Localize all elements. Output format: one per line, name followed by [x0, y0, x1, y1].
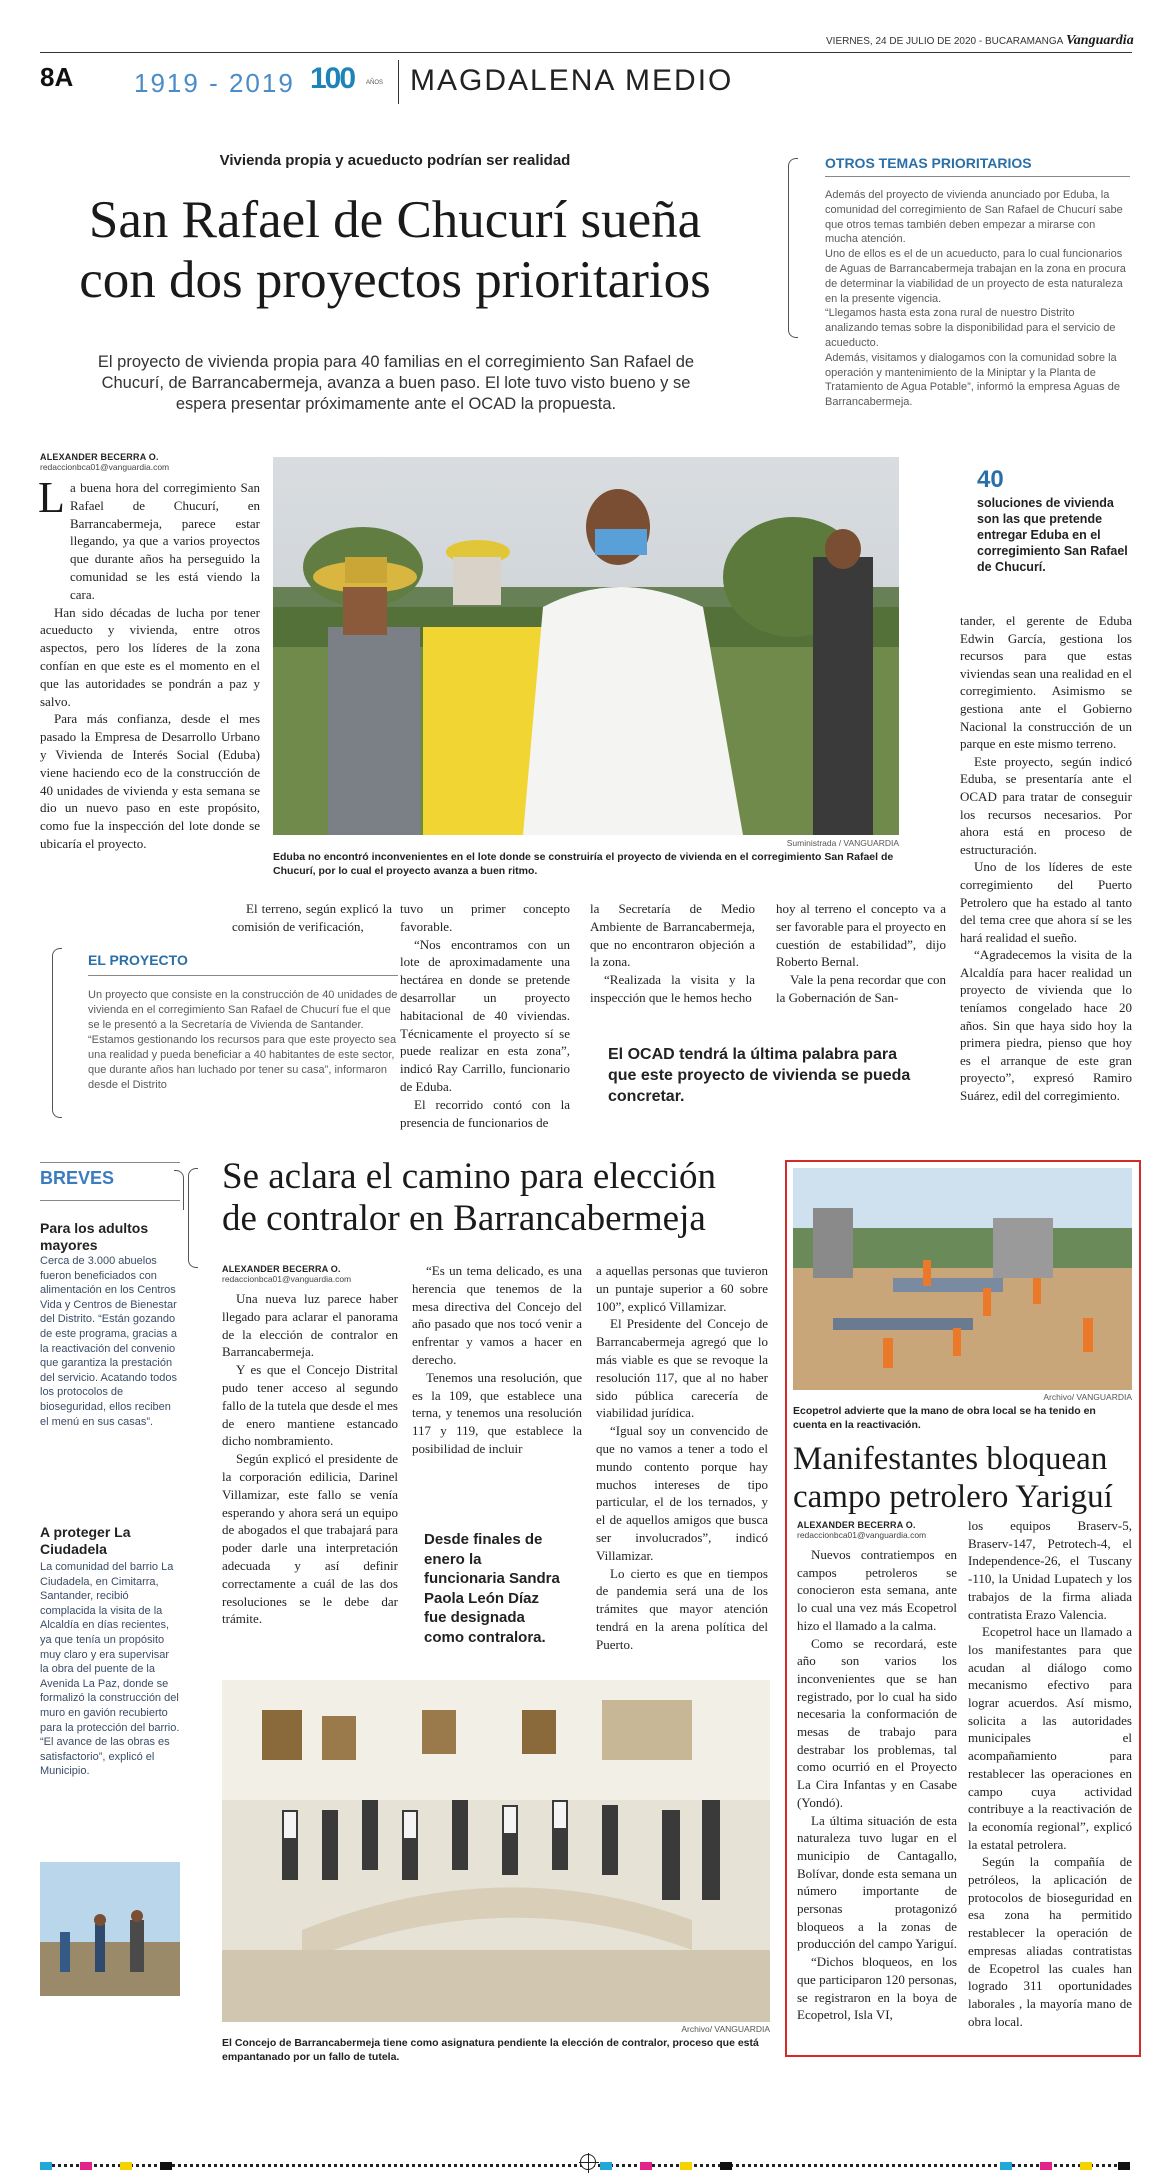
header-rule: [40, 52, 1132, 53]
main-col2-p1: El terreno, según explicó la comisión de verificación,: [232, 901, 392, 934]
yarigui-col2-p3: Según la compañía de petróleos, la aplicación de protocolos de bioseguridad en esa zona ha permitido restablecer la operación de empresas aliadas contratistas de Ecopetrol las cuales han logrado 311 oportunidades laborales , la mayoría mano de obra local.: [968, 1854, 1132, 2029]
yarigui-byline-email: redaccionbca01@vanguardia.com: [797, 1530, 927, 1540]
drop-cap: L: [38, 473, 65, 522]
otros-temas-bracket: [788, 158, 798, 338]
el-proyecto-rule: [88, 975, 398, 976]
main-col4-p1: la Secretaría de Medio Ambiente de Barrancabermeja, que no encontraron objeción a la zona.: [590, 901, 755, 970]
yarigui-headline: [793, 1440, 1133, 1516]
main-lead: El proyecto de vivienda propia para 40 familias en el corregimiento San Rafael de Chucurí, de Barrancabermeja, avanza a buen paso. El lote tuvo visto bueno y se espera presentar próximamente ante el OCAD la propuesta.: [97, 353, 695, 413]
contralor-col3-p2: El Presidente del Concejo de Barrancabermeja agregó que lo más viable es que se revoque la resolución 117, que al no haber sido pública carecería de viabilidad jurídica.: [596, 1316, 768, 1421]
yarigui-col-2: [968, 1517, 1132, 2030]
main-headline: [0, 190, 790, 310]
main-col-4: [590, 900, 755, 1007]
contralor-col-1: [222, 1290, 398, 1628]
contralor-headline-2: de contralor en Barrancabermeja: [222, 1198, 706, 1239]
main-col3-p1: tuvo un primer concepto favorable.: [400, 901, 570, 934]
contralor-col2-p2: Tenemos una resolución, que es la 109, que establece una terna, y tenemos una resolución 117 y 119, que establece la posibilidad de incluir: [412, 1369, 582, 1456]
brand-logo: Vanguardia: [1066, 33, 1134, 48]
yarigui-photo: [793, 1168, 1132, 1390]
section-title: MAGDALENA MEDIO: [410, 64, 734, 97]
otros-temas-p3: “Llegamos hasta esta zona rural de nuestro Distrito analizando temas sobre la disponibilidad para el servicio de acueducto.: [825, 307, 1116, 349]
main-col-6: [960, 612, 1132, 1105]
headline-line-1: San Rafael de Chucurí sueña: [88, 191, 702, 249]
contralor-bracket: [188, 1168, 198, 1268]
registration-mark-icon: [580, 2154, 596, 2170]
main-col1-p3: Para más confianza, desde el mes pasado la Empresa de Desarrollo Urbano y Vivienda de Interés Social (Eduba) viene haciendo eco de la construcción de 40 unidades de vivienda y esta semana se dio un nuevo paso en este propósito, como fue la inspección del lote donde se ubicaría el proyecto.: [40, 711, 260, 851]
el-proyecto-p2: “Estamos gestionando los recursos para que este proyecto sea una realidad y pueda beneficiar a 40 habitantes de este sector, que durante años han luchado por tener su casa”, informaron desde el Distrito: [88, 1034, 397, 1091]
contralor-col-3: [596, 1262, 768, 1654]
contralor-col-2: [412, 1262, 582, 1458]
main-col1-p2: Han sido décadas de lucha por tener acueducto y vivienda, entre otros aspectos, pero los líderes de la zona confían en que este es el momento en el que las autoridades se pondrán a paz y salvo.: [40, 604, 260, 709]
breves-item1-text: Cerca de 3.000 abuelos fueron beneficiados con alimentación en los Centros Vida y Centros de Bienestar del Distrito. “Están gozando de este programa, gracias a la reactivación del convenio que garantiza la prestación del servicio. Acatando todos los protocolos de bioseguridad, ellos reciben el menú en sus casas”.: [40, 1255, 177, 1428]
stat-number: 40: [977, 466, 1004, 493]
main-byline: [40, 452, 169, 472]
contralor-byline-name: ALEXANDER BECERRA O.: [222, 1264, 341, 1274]
main-col5-p2: Vale la pena recordar que con la Gobernación de San-: [776, 972, 946, 1005]
contralor-col1-p3: Según explicó el presidente de la corporación edilicia, Darinel Villamizar, este fallo se venía esperando y ahora será un equipo de abogados el que trabajará para poder darle una interpretación adecuada y así definir correctamente a cuál de las dos resoluciones se le debe dar trámite.: [222, 1451, 398, 1627]
contralor-col1-p2: Y es que el Concejo Distrital pudo tener acceso al segundo fallo de la tutela que desde el mes de enero mantiene estancado dicho nombramiento.: [222, 1362, 398, 1449]
yarigui-col2-p2: Ecopetrol hace un llamado a los manifestantes para que acudan al diálogo como mecanismo efectivo para lograr acuerdos. Así mismo, solicita a las autoridades municipales el acompañamiento para restablecer las operaciones en campo cuya actividad contribuye a la reactivación de la economía regional”, explicó la estatal petrolera.: [968, 1624, 1132, 1852]
contralor-byline: [222, 1264, 351, 1284]
contralor-headline-1: Se aclara el camino para elección: [222, 1156, 717, 1197]
yarigui-col1-p1: Nuevos contratiempos en campos petroleros se conocieron esta semana, ante lo cual una vez más Ecopetrol hizo el llamado a la calma.: [797, 1547, 957, 1633]
logo-number: 100: [310, 62, 355, 95]
breves-photo: [40, 1862, 180, 1996]
yarigui-col1-p4: “Dichos bloqueos, en los que participaron 120 personas, se registraron en la boya de Ecopetrol, Isla VI,: [797, 1954, 957, 2023]
header-divider: [398, 60, 399, 104]
yarigui-photo-caption: Ecopetrol advierte que la mano de obra local se ha tenido en cuenta en la reactivación.: [793, 1405, 1096, 1431]
contralor-col3-p3: “Igual soy un convencido de que no vamos a tener a todo el mundo contento porque hay muchos intereses de tipo particular, el de los ternados, y el de aquellos amigos que busca ser involucrados”, indicó Villamizar.: [596, 1423, 768, 1563]
el-proyecto-bracket: [52, 948, 62, 1118]
main-col3-p2: “Nos encontramos con un lote de aproximadamente una hectárea en donde se pretende desarrollar un proyecto habitacional de 40 viviendas. Técnicamente el proyecto sí se puede realizar en esta zona”, indicó Ray Carrillo, funcionario de Eduba.: [400, 936, 570, 1094]
el-proyecto-p1: Un proyecto que consiste en la construcción de 40 unidades de vivienda en el corregimiento San Rafael de Chucurí fue el que se le presentó a la Secretaría de Vivienda de Santander.: [88, 989, 398, 1031]
logo-small: AÑOS: [366, 80, 384, 86]
main-col4-p2: “Realizada la visita y la inspección que le hemos hecho: [590, 972, 755, 1005]
contralor-col1-p1: Una nueva luz parece haber llegado para aclarar el panorama de la elección de contralor en Barrancabermeja.: [222, 1291, 398, 1360]
main-kicker: Vivienda propia y acueducto podrían ser realidad: [219, 152, 571, 169]
otros-temas-p2: Uno de ellos es el de un acueducto, para lo cual funcionarios de Aguas de Barrancabermeja trabajan en la zona en procura de determinar la viabilidad de un proyecto de esta naturaleza en la presente vigencia.: [825, 248, 1126, 305]
yarigui-byline-name: ALEXANDER BECERRA O.: [797, 1520, 916, 1530]
main-col-1: [38, 473, 260, 853]
main-photo: [273, 457, 899, 835]
main-col3-p3: El recorrido contó con la presencia de funcionarios de: [400, 1096, 570, 1130]
main-col6-p4: “Agradecemos la visita de la Alcaldía para hacer realidad un proyecto de vivienda que lo teníamos congelado hace 20 años. Sin que haya sido hoy la primera piedra, pienso que hoy es el arranque de este gran proyecto”, expresó Ramiro Suárez, edil del corregimiento.: [960, 947, 1132, 1104]
page-number: 8A: [40, 62, 74, 92]
byline-name: ALEXANDER BECERRA O.: [40, 452, 159, 462]
yarigui-col-1: [797, 1546, 957, 2024]
main-photo-credit: Suministrada / VANGUARDIA: [786, 838, 899, 848]
main-col1-p1: a buena hora del corregimiento San Rafael de Chucurí, en Barrancabermeja, parece estar llegando, ya que a varios proyectos que durante años ha perseguido la comunidad se les está viendo la cara.: [70, 480, 260, 602]
contralor-photo-caption: El Concejo de Barrancabermeja tiene como asignatura pendiente la elección de contralor, proceso que está empantanado por un fallo de tutela.: [222, 2037, 759, 2063]
otros-temas-p4: Además, visitamos y dialogamos con la comunidad sobre la operación y mantenimiento de la Miniptar y la Planta de Tratamiento de Agua Potable”, informó la empresa Aguas de Barrancabermeja.: [825, 351, 1120, 409]
contralor-byline-email: redaccionbca01@vanguardia.com: [222, 1274, 352, 1284]
headline-line-2: con dos proyectos prioritarios: [79, 251, 711, 309]
main-col6-p3: Uno de los líderes de este corregimiento del Puerto Petrolero que ha estado al tanto del tema cree que ahora sí se les hará realidad el sueño.: [960, 859, 1132, 945]
anniversary-logo: [310, 62, 390, 98]
stat-text: soluciones de vivienda son las que pretende entregar Eduba en el corregimiento San Rafael de Chucurí.: [977, 496, 1128, 574]
breves-item1-title: Para los adultos mayores: [40, 1220, 149, 1253]
main-col-3: [400, 900, 570, 1131]
breves-item2-text: La comunidad del barrio La Ciudadela, en Cimitarra, Santander, recibió complacida la visita de la Alcaldía en días recientes, ya que tenía un propósito muy claro y era supervisar la obra del puente de la Avenida La Paz, donde se formalizó la construcción del muro en gavión recubierto para la protección del barrio. “El avance de las obras es satisfactorio”, explicó el Municipio.: [40, 1561, 180, 1778]
yarigui-headline-2: campo petrolero Yariguí: [793, 1479, 1113, 1515]
breves-title: BREVES: [40, 1168, 115, 1188]
otros-temas-rule: [825, 176, 1130, 177]
breves-rule: [40, 1200, 180, 1201]
main-col5-p1: hoy al terreno el concepto va a ser favorable para el proyecto en cuestión de estabilidad”, dijo Roberto Bernal.: [776, 901, 946, 970]
main-photo-caption: Eduba no encontró inconvenientes en el lote donde se construiría el proyecto de vivienda en el corregimiento San Rafael de Chucurí, por lo cual el proyecto avanza a buen ritmo.: [273, 851, 894, 877]
anniversary-years: 1919 - 2019: [134, 68, 295, 98]
contralor-col2-p1: “Es un tema delicado, es una herencia que tenemos de la mesa directiva del Concejo del año pasado que nos tocó venir a enfrentar y vamos a hacer en derecho.: [412, 1263, 582, 1367]
byline-email: redaccionbca01@vanguardia.com: [40, 462, 170, 472]
contralor-col3-p4: Lo cierto es que en tiempos de pandemia será una de los trámites que mayor atención tendrá en la arena política del Puerto.: [596, 1565, 768, 1652]
header-date: VIERNES, 24 DE JULIO DE 2020 - BUCARAMANGA: [826, 36, 1064, 47]
contralor-pull-quote: Desde finales de enero la funcionaria Sandra Paola León Díaz fue designada como contralora.: [424, 1531, 560, 1646]
yarigui-headline-1: Manifestantes bloquean: [793, 1441, 1108, 1477]
yarigui-col2-p1: los equipos Braserv-5, Braserv-147, Petrotech-4, el Independence-26, el Tuscany -110, la Unidad Lupatech y los trabajos de la firma aliada contratista Erazo Valencia.: [968, 1518, 1132, 1622]
el-proyecto-title: EL PROYECTO: [88, 952, 188, 968]
main-col6-p1: tander, el gerente de Eduba Edwin García, gestiona los recursos para que estas viviendas sean una realidad en el corregimiento. Asimismo se gestiona ante el Gobierno Nacional la construcción de un parque en este mismo terreno.: [960, 613, 1132, 752]
contralor-photo-credit: Archivo/ VANGUARDIA: [681, 2024, 770, 2034]
main-col6-p2: Este proyecto, según indicó Eduba, se presentaría ante el OCAD para tratar de conseguir los recursos necesarios. Por ahora está en proceso de estructuración.: [960, 753, 1132, 857]
otros-temas-p1: Además del proyecto de vivienda anunciado por Eduba, la comunidad del corregimiento de San Rafael de Chucurí sabe que otros temas también deben empezar a mirarse con mucha atención.: [825, 189, 1123, 246]
main-col-2: [232, 900, 392, 936]
main-col-5: [776, 900, 946, 1007]
contralor-headline: [222, 1156, 782, 1240]
breves-bracket: [174, 1170, 184, 1210]
breves-rule-top: [40, 1162, 180, 1163]
otros-temas-body: [825, 188, 1130, 410]
yarigui-photo-credit: Archivo/ VANGUARDIA: [1043, 1392, 1132, 1402]
yarigui-byline: [797, 1520, 926, 1540]
yarigui-col1-p2: Como se recordará, este año son varios los inconvenientes que se han registrado, por lo cual ha sido necesaria la conformación de mesas de trabajo para destrabar los problemas, tal como ocurrió en el Proyecto La Cira Infantas y en Casabe (Yondó).: [797, 1635, 957, 1810]
contralor-photo: [222, 1680, 770, 2022]
el-proyecto-body: [88, 988, 400, 1093]
main-pull-quote: El OCAD tendrá la última palabra para que este proyecto de vivienda se pueda concretar.: [608, 1046, 911, 1105]
otros-temas-title: OTROS TEMAS PRIORITARIOS: [825, 155, 1032, 171]
contralor-col3-p1: a aquellas personas que tuvieron un puntaje superior a 60 sobre 100”, explicó Villamizar.: [596, 1263, 768, 1314]
breves-item2-title: A proteger La Ciudadela: [40, 1524, 131, 1557]
yarigui-col1-p3: La última situación de esta naturaleza tuvo lugar en el municipio de Cantagallo, Bolívar, donde esta semana un número importante de personas protagonizó bloqueos a la zonas de producción del campo Yariguí.: [797, 1812, 957, 1952]
